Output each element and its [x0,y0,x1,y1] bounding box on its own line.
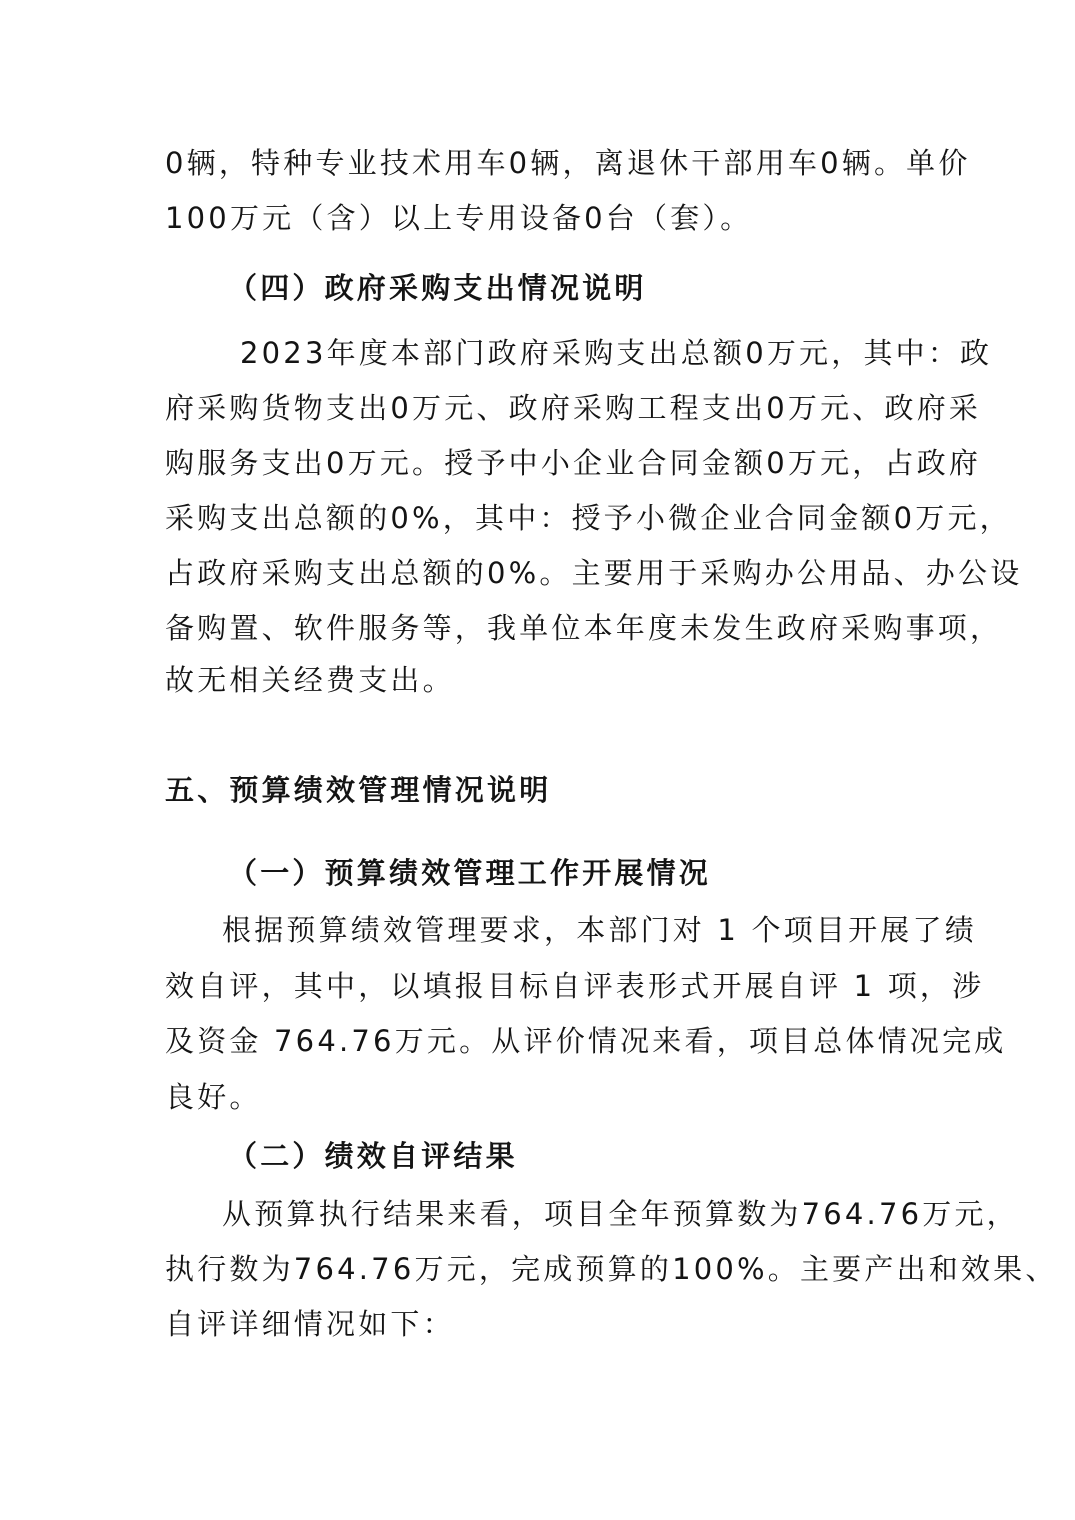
paragraph-line: 100万元（含）以上专用设备0台（套）。 [165,201,753,235]
paragraph-line: 备购置、软件服务等，我单位本年度未发生政府采购事项， [165,611,1003,645]
paragraph-line: 购服务支出0万元。授予中小企业合同金额0万元，占政府 [165,446,982,480]
paragraph-line: 从预算执行结果来看，项目全年预算数为764.76万元， [222,1197,1019,1231]
paragraph-line: 根据预算绩效管理要求，本部门对 1 个项目开展了绩 [222,913,977,947]
paragraph-line: 良好。 [165,1080,262,1114]
paragraph-line: 府采购货物支出0万元、政府采购工程支出0万元、政府采 [165,391,982,425]
paragraph-line: 0辆，特种专业技术用车0辆，离退休干部用车0辆。单价 [165,146,971,180]
section-heading-self-evaluation: （二）绩效自评结果 [228,1139,518,1173]
paragraph-line: 占政府采购支出总额的0%。主要用于采购办公用品、办公设 [165,556,1023,590]
paragraph-line: 采购支出总额的0%，其中：授予小微企业合同金额0万元， [165,501,1012,535]
paragraph-line: 执行数为764.76万元，完成预算的100%。主要产出和效果、 [165,1252,1058,1286]
section-heading-performance-work: （一）预算绩效管理工作开展情况 [228,856,712,890]
chapter-heading-budget-performance: 五、预算绩效管理情况说明 [165,773,552,807]
paragraph-line: 自评详细情况如下： [165,1307,455,1341]
section-heading-government-procurement: （四）政府采购支出情况说明 [228,271,647,305]
paragraph-line: 故无相关经费支出。 [165,663,455,697]
paragraph-line: 及资金 764.76万元。从评价情况来看，项目总体情况完成 [165,1024,1007,1058]
paragraph-line: 效自评，其中，以填报目标自评表形式开展自评 1 项，涉 [165,969,985,1003]
paragraph-line: 2023年度本部门政府采购支出总额0万元，其中：政 [240,336,993,370]
